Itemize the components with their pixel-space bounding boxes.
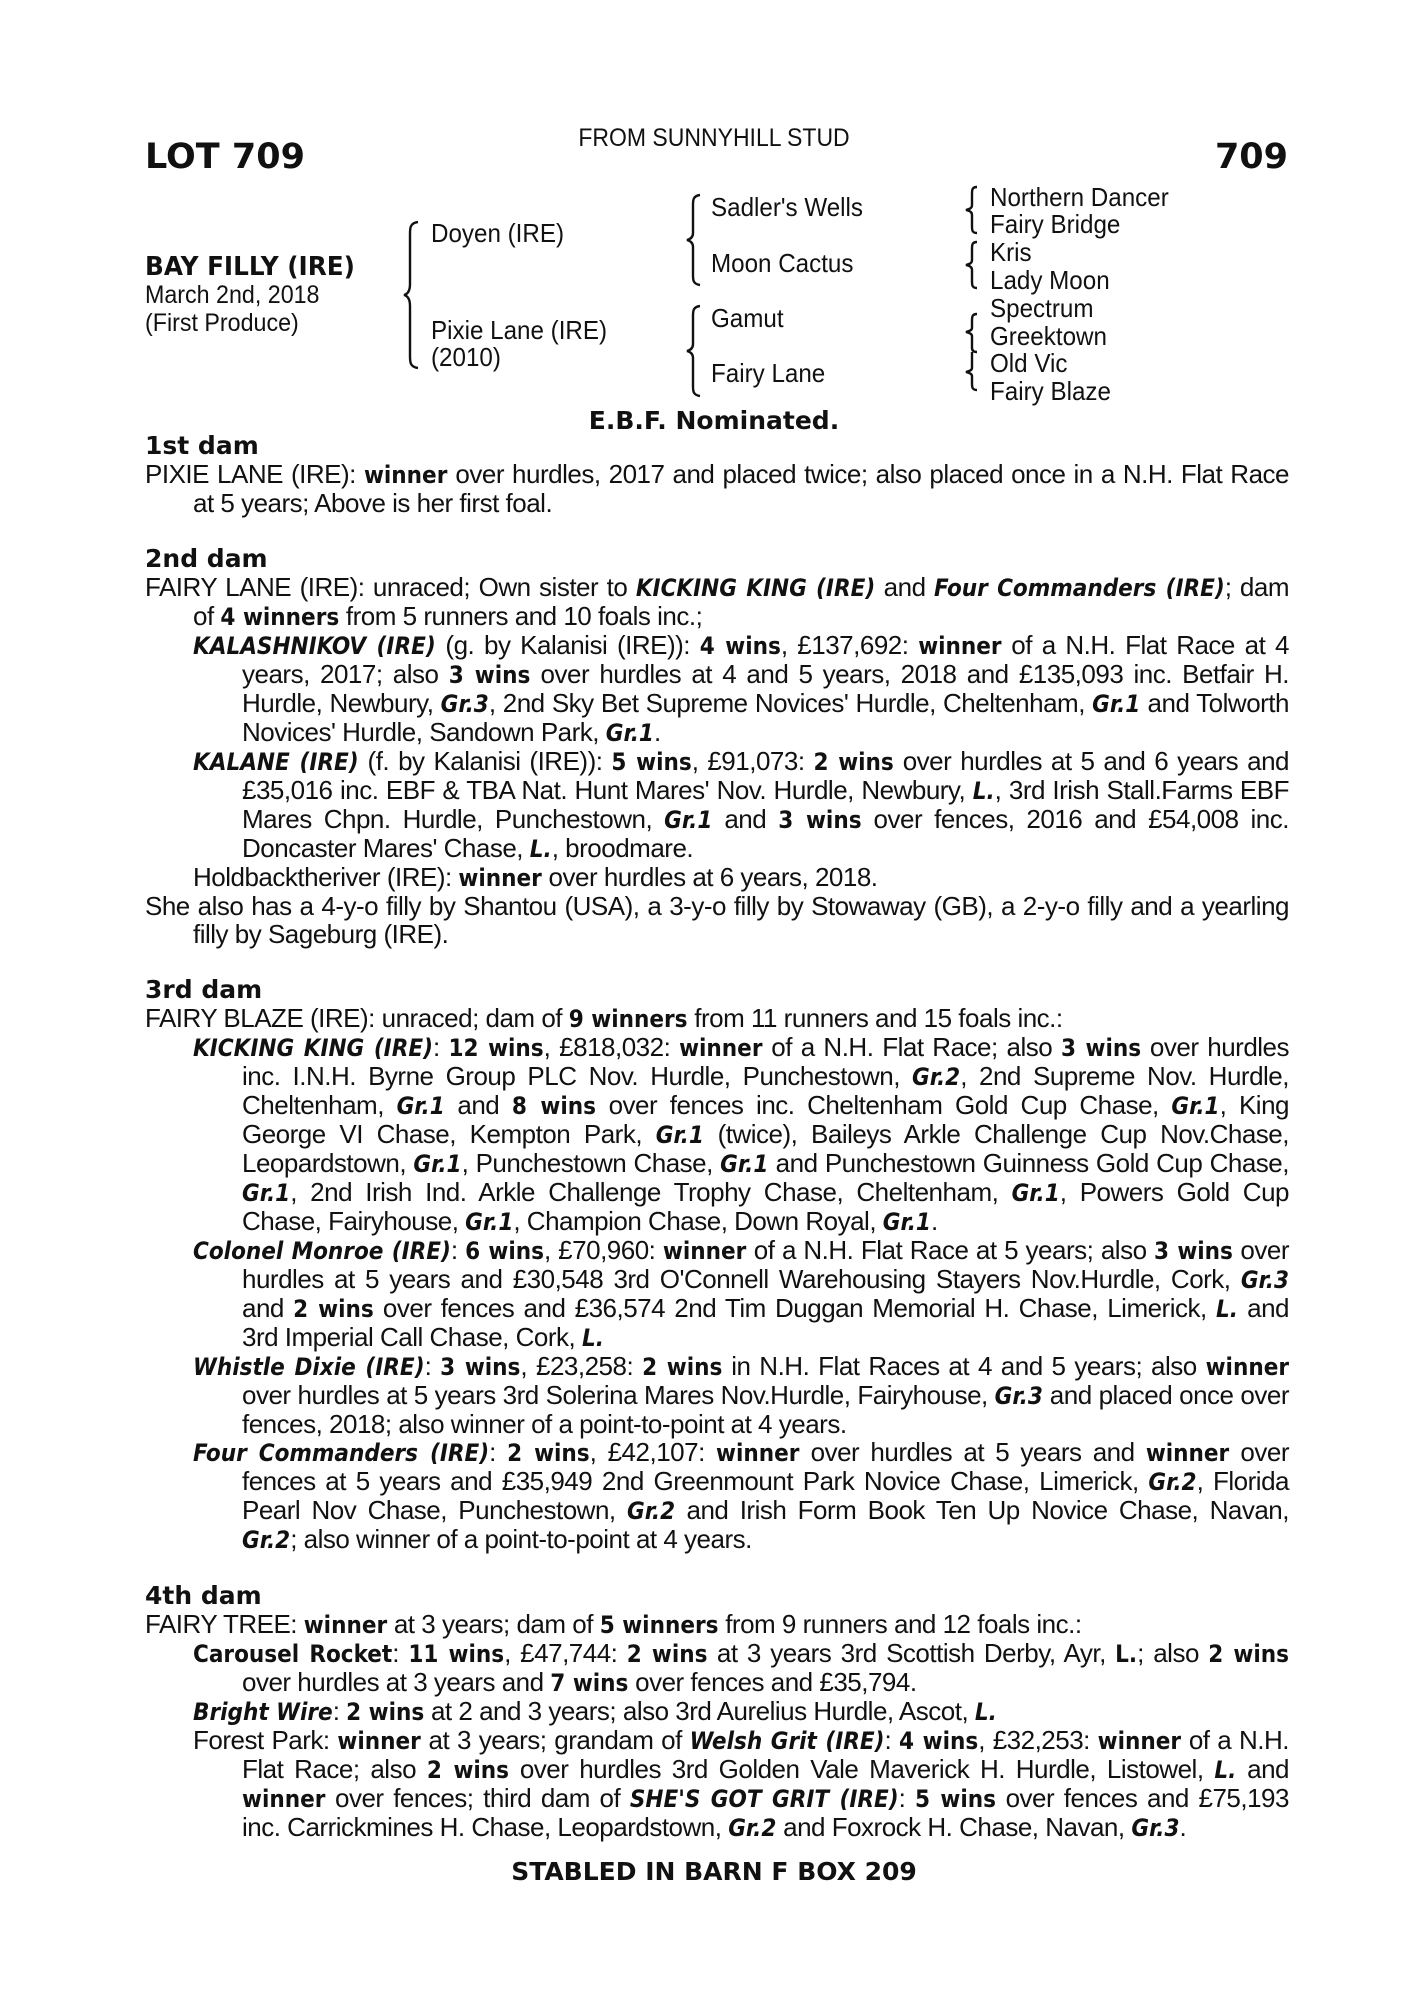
text-run: , £818,032: (543, 1032, 680, 1062)
text-run: of a N.H. Flat Race at 4 years, 2017; also (242, 630, 1289, 689)
text-run: , broodmare. (551, 833, 694, 863)
sire-sire: Sadler's Wells (711, 192, 863, 222)
pedigree-brace-icon (686, 193, 706, 287)
emphasis-text: 4 winners (220, 603, 340, 631)
text-run: over hurdles at 5 years and (799, 1437, 1146, 1467)
horse-name-highlight: Gr.3 (1131, 1814, 1180, 1842)
horse-name-highlight: KALASHNIKOV (IRE) (193, 632, 436, 660)
horse-name: BAY FILLY (IRE) (145, 252, 355, 282)
emphasis-text: winner (918, 632, 1002, 660)
dam-section (145, 545, 1289, 948)
horse-name-highlight: SHE'S GOT GRIT (IRE) (629, 1785, 899, 1813)
emphasis-text: winner (363, 461, 448, 489)
text-run: over hurdles at 6 years, 2018. (541, 862, 878, 892)
section-paragraphs (145, 1004, 1289, 1554)
text-run: . (930, 1206, 938, 1236)
section-title: 2nd dam (145, 544, 268, 573)
text-run: over hurdles at 5 and 6 years and £35,016 inc. EBF & TBA Nat. Hunt Mares' Nov. Hurdle, Newbury, (242, 746, 1289, 805)
emphasis-text: 3 wins (448, 661, 531, 689)
pedigree-brace-icon (965, 240, 981, 290)
text-run: . (1179, 1812, 1187, 1842)
text-run: , 2nd Irish Ind. Arkle Challenge Trophy Chase, Cheltenham, (290, 1177, 1012, 1207)
emphasis-text: winner (662, 1237, 747, 1265)
text-run: , Florida Pearl Nov Chase, Punchestown, (242, 1466, 1289, 1525)
sire: Doyen (IRE) (431, 218, 565, 248)
produce-note: (First Produce) (145, 309, 299, 337)
section-title: 1st dam (145, 431, 259, 460)
text-run: , £23,258: (520, 1351, 643, 1381)
text-run: , £137,692: (780, 630, 919, 660)
emphasis-text: 3 wins (778, 806, 862, 834)
horse-details (145, 281, 319, 337)
emphasis-text: 11 wins (408, 1640, 505, 1668)
consignor-heading: FROM SUNNYHILL STUD (578, 124, 850, 152)
dam-section (145, 1582, 1289, 1842)
text-run: over fences and £35,794. (628, 1667, 917, 1697)
text-run: and Irish Form Book Ten Up Novice Chase, Navan, (675, 1495, 1289, 1525)
emphasis-text: 6 wins (465, 1237, 544, 1265)
emphasis-text: 2 wins (626, 1640, 708, 1668)
text-run: at 3 years 3rd Scottish Derby, Ayr, (707, 1638, 1116, 1668)
emphasis-text: 5 wins (611, 748, 692, 776)
text-run: (twice), Baileys Arkle Challenge Cup Nov.Chase, Leopardstown, (242, 1119, 1289, 1178)
pedigree-brace-icon (965, 185, 981, 235)
text-run: She also has a 4-y-o filly by Shantou (USA), a 3-y-o filly by Stowaway (GB), a 2-y-o filly and a yearling filly by Sageburg (IRE). (145, 891, 1289, 949)
dam-summary (145, 573, 1289, 631)
text-run: , Punchestown Chase, (461, 1148, 721, 1178)
horse-name-highlight: Gr.2 (912, 1063, 961, 1091)
text-run: , £70,960: (543, 1235, 663, 1265)
horse-name-highlight: Gr.1 (655, 1121, 704, 1149)
text-run: ; also winner of a point-to-point at 4 years. (290, 1524, 752, 1554)
produce-entry (145, 863, 1289, 892)
horse-name-highlight: L. (581, 1324, 604, 1352)
produce-entry (145, 1236, 1289, 1352)
horse-name-highlight: Gr.2 (728, 1814, 777, 1842)
text-run: , 2nd Sky Bet Supreme Novices' Hurdle, Cheltenham, (488, 688, 1093, 718)
text-run: ; also (1137, 1638, 1209, 1668)
text-run: : (432, 1032, 449, 1062)
text-run: and 3rd Imperial Call Chase, Cork, (242, 1293, 1289, 1352)
horse-name-highlight: Gr.1 (605, 719, 654, 747)
text-run: PIXIE LANE (IRE): (145, 459, 364, 489)
text-run: over hurdles 3rd Golden Vale Maverick H. Hurdle, Listowel, (509, 1754, 1215, 1784)
emphasis-text: 2 wins (1208, 1640, 1290, 1668)
emphasis-text: winner (303, 1611, 388, 1639)
horse-name-highlight: KALANE (IRE) (193, 748, 359, 776)
text-run: FAIRY TREE: (145, 1609, 304, 1639)
produce-entry (145, 1352, 1289, 1438)
text-run: (f. by Kalanisi (IRE)): (358, 746, 612, 776)
text-run: from 9 runners and 12 foals inc.: (718, 1609, 1082, 1639)
horse-name-highlight: Gr.1 (242, 1179, 291, 1207)
emphasis-text: 2 wins (642, 1353, 723, 1381)
text-run: over hurdles inc. I.N.H. Byrne Group PLC Nov. Hurdle, Punchestown, (242, 1032, 1290, 1091)
text-run: , Powers Gold Cup Chase, Fairyhouse, (242, 1177, 1289, 1236)
text-run: at 2 and 3 years; also 3rd Aurelius Hurdle, Ascot, (424, 1696, 975, 1726)
text-run: : (884, 1725, 900, 1755)
horse-name-highlight: Gr.1 (1011, 1179, 1060, 1207)
text-run: over hurdles at 3 years and (242, 1667, 551, 1697)
emphasis-text: winner (1205, 1353, 1289, 1381)
emphasis-text: L. (1115, 1640, 1138, 1668)
horse-name-highlight: Gr.3 (994, 1382, 1043, 1410)
gen3-ancestor: Northern Dancer (990, 182, 1169, 212)
text-run: from 5 runners and 10 foals inc.; (339, 601, 703, 631)
family-details (145, 432, 1289, 1842)
emphasis-text: 3 wins (440, 1353, 521, 1381)
gen3-ancestor: Kris (990, 237, 1032, 267)
dam-year: (2010) (431, 342, 501, 372)
emphasis-text: winner (458, 864, 542, 892)
horse-name-highlight: Gr.1 (664, 806, 713, 834)
text-run: of a N.H. Flat Race; also (762, 1032, 1061, 1062)
text-run: and (242, 1293, 294, 1323)
text-run: and (444, 1090, 512, 1120)
produce-entry (145, 1726, 1289, 1842)
dam-summary (145, 1004, 1289, 1033)
horse-name-highlight: Gr.1 (465, 1208, 514, 1236)
text-run: at 3 years; dam of (387, 1609, 600, 1639)
text-run: , £42,107: (589, 1437, 717, 1467)
emphasis-text: winner (242, 1785, 326, 1813)
produce-entry (145, 1697, 1289, 1726)
horse-name-highlight: Four Commanders (IRE) (934, 574, 1225, 602)
produce-entry (145, 631, 1289, 747)
text-run: : (392, 1638, 409, 1668)
dam-sire: Gamut (711, 303, 784, 333)
emphasis-text: 7 wins (550, 1669, 629, 1697)
pedigree-brace-icon (965, 312, 981, 392)
emphasis-text: 12 wins (448, 1034, 544, 1062)
horse-name-highlight: Gr.3 (1240, 1266, 1289, 1294)
horse-name-highlight: Gr.1 (720, 1150, 769, 1178)
text-run: : (332, 1696, 347, 1726)
emphasis-text: 9 winners (568, 1005, 688, 1033)
emphasis-text: Carousel Rocket (193, 1640, 393, 1668)
produce-entry (145, 1033, 1289, 1236)
section-title: 4th dam (145, 1581, 262, 1610)
emphasis-text: winner (1097, 1727, 1182, 1755)
text-run: of a N.H. Flat Race at 5 years; also (746, 1235, 1155, 1265)
dam-summary (145, 892, 1289, 948)
dam-section (145, 976, 1289, 1554)
produce-entry (145, 1438, 1289, 1554)
text-run: at 3 years; grandam of (420, 1725, 690, 1755)
horse-name-highlight: Gr.1 (413, 1150, 462, 1178)
emphasis-text: winner (1145, 1439, 1230, 1467)
emphasis-text: 4 wins (899, 1727, 979, 1755)
produce-entry (145, 1639, 1289, 1697)
horse-name-highlight: Welsh Grit (IRE) (689, 1727, 885, 1755)
emphasis-text: 2 wins (426, 1756, 510, 1784)
horse-name-highlight: Gr.1 (882, 1208, 931, 1236)
lot-title: LOT 709 (145, 137, 305, 177)
text-run: over hurdles at 5 years and £30,548 3rd O'Connell Warehousing Stayers Nov.Hurdle, Cork, (242, 1235, 1289, 1294)
emphasis-text: 2 wins (813, 748, 894, 776)
dam-summary (145, 1610, 1289, 1639)
text-run: over hurdles at 4 and 5 years, 2018 and £135,093 inc. Betfair H. Hurdle, Newbury, (242, 659, 1290, 718)
text-run: Forest Park: (193, 1725, 338, 1755)
text-run: : (424, 1351, 441, 1381)
section-paragraphs (145, 460, 1289, 517)
horse-name-highlight: Gr.1 (1092, 690, 1141, 718)
emphasis-text: winner (716, 1439, 800, 1467)
spacer (145, 948, 1289, 976)
text-run: : (898, 1783, 915, 1813)
emphasis-text: winner (679, 1034, 763, 1062)
horse-name-highlight: L. (1214, 1756, 1237, 1784)
emphasis-text: 5 wins (914, 1785, 996, 1813)
text-run: , £47,744: (504, 1638, 627, 1668)
sire-dam: Moon Cactus (711, 248, 854, 278)
text-run: , King George VI Chase, Kempton Park, (242, 1090, 1289, 1149)
gen3-ancestor: Greektown (990, 321, 1107, 351)
text-run: : (450, 1235, 466, 1265)
text-run: FAIRY BLAZE (IRE): unraced; dam of (145, 1003, 569, 1033)
section-title: 3rd dam (145, 975, 263, 1004)
horse-name-highlight: L. (972, 777, 995, 805)
text-run: over fences and £36,574 2nd Tim Duggan Memorial H. Chase, Limerick, (373, 1293, 1216, 1323)
text-run: FAIRY LANE (IRE): unraced; Own sister to (145, 572, 636, 602)
horse-name-highlight: Gr.2 (626, 1497, 676, 1525)
text-run: over fences; third dam of (325, 1783, 630, 1813)
emphasis-text: 2 wins (346, 1698, 425, 1726)
horse-name-highlight: L. (974, 1698, 997, 1726)
foaling-date: March 2nd, 2018 (145, 281, 320, 309)
emphasis-text: 2 wins (507, 1439, 590, 1467)
stabling-location: STABLED IN BARN F BOX 209 (511, 1857, 917, 1886)
dam-dam: Fairy Lane (711, 358, 826, 388)
section-paragraphs (145, 573, 1289, 948)
text-run: in N.H. Flat Races at 4 and 5 years; also (722, 1351, 1206, 1381)
dam-section (145, 432, 1289, 517)
horse-name-highlight: KICKING KING (IRE) (635, 574, 876, 602)
text-run: Holdbacktheriver (IRE): (193, 862, 459, 892)
text-run: over fences at 5 years and £35,949 2nd Greenmount Park Novice Chase, Limerick, (242, 1437, 1289, 1496)
horse-name-highlight: Gr.1 (1171, 1092, 1220, 1120)
emphasis-text: 2 wins (293, 1295, 374, 1323)
horse-name-highlight: Whistle Dixie (IRE) (193, 1353, 425, 1381)
text-run: , £91,073: (691, 746, 814, 776)
text-run: , 3rd Irish Stall.Farms EBF Mares Chpn. Hurdle, Punchestown, (242, 775, 1289, 834)
text-run: , £32,253: (978, 1725, 1098, 1755)
emphasis-text: 8 wins (511, 1092, 596, 1120)
text-run: , 2nd Supreme Nov. Hurdle, Cheltenham, (242, 1061, 1289, 1120)
text-run: from 11 runners and 15 foals inc.: (687, 1003, 1063, 1033)
horse-name-highlight: Bright Wire (193, 1698, 333, 1726)
spacer (145, 517, 1289, 545)
text-run: over fences inc. Cheltenham Gold Cup Chase, (595, 1090, 1172, 1120)
text-run: , Champion Chase, Down Royal, (513, 1206, 883, 1236)
gen3-ancestor: Fairy Blaze (990, 376, 1111, 406)
text-run: over fences, 2016 and £54,008 inc. Doncaster Mares' Chase, (242, 804, 1289, 863)
text-run: and Punchestown Guinness Gold Cup Chase, (768, 1148, 1289, 1178)
horse-name-highlight: Colonel Monroe (IRE) (193, 1237, 451, 1265)
horse-name-highlight: Gr.3 (440, 690, 489, 718)
text-run: over hurdles, 2017 and placed twice; also placed once in a N.H. Flat Race at 5 years; Above is her first foal. (193, 459, 1289, 518)
text-run: of a N.H. Flat Race; also (242, 1725, 1289, 1784)
emphasis-text: winner (337, 1727, 421, 1755)
gen3-ancestor: Lady Moon (990, 265, 1110, 295)
gen3-ancestor: Spectrum (990, 293, 1094, 323)
gen3-ancestor: Fairy Bridge (990, 209, 1121, 239)
lot-number: 709 (1214, 137, 1288, 177)
horse-name-highlight: KICKING KING (IRE) (193, 1034, 433, 1062)
produce-entry (145, 747, 1289, 863)
text-run: over hurdles at 5 years 3rd Solerina Mares Nov.Hurdle, Fairyhouse, (242, 1380, 995, 1410)
text-run: and placed once over fences, 2018; also winner of a point-to-point at 4 years. (242, 1380, 1289, 1439)
pedigree-brace-icon (404, 220, 424, 370)
text-run: and (1236, 1754, 1289, 1784)
dam: Pixie Lane (IRE) (431, 315, 608, 345)
horse-name-highlight: Four Commanders (IRE) (193, 1439, 490, 1467)
dam-summary (145, 460, 1289, 517)
text-run: : (489, 1437, 508, 1467)
text-run: ; dam of (193, 572, 1290, 631)
emphasis-text: 3 wins (1060, 1034, 1142, 1062)
text-run: and Foxrock H. Chase, Navan, (776, 1812, 1132, 1842)
horse-name-highlight: Gr.1 (396, 1092, 445, 1120)
horse-name-highlight: Gr.2 (1148, 1468, 1197, 1496)
horse-name-highlight: L. (1215, 1295, 1238, 1323)
nomination-note: E.B.F. Nominated. (588, 406, 840, 435)
spacer (145, 1554, 1289, 1582)
text-run: . (653, 717, 661, 747)
text-run: (g. by Kalanisi (IRE)): (435, 630, 700, 660)
text-run: and (712, 804, 779, 834)
pedigree-brace-icon (686, 304, 706, 398)
emphasis-text: 3 wins (1154, 1237, 1233, 1265)
text-run: and (875, 572, 935, 602)
horse-name-highlight: L. (529, 835, 552, 863)
text-run: over fences and £75,193 inc. Carrickmines H. Chase, Leopardstown, (242, 1783, 1289, 1842)
section-paragraphs (145, 1610, 1289, 1842)
gen3-ancestor: Old Vic (990, 348, 1068, 378)
emphasis-text: 5 winners (599, 1611, 719, 1639)
emphasis-text: 4 wins (699, 632, 781, 660)
text-run: and Tolworth Novices' Hurdle, Sandown Park, (242, 688, 1289, 747)
horse-name-highlight: Gr.2 (242, 1526, 291, 1554)
